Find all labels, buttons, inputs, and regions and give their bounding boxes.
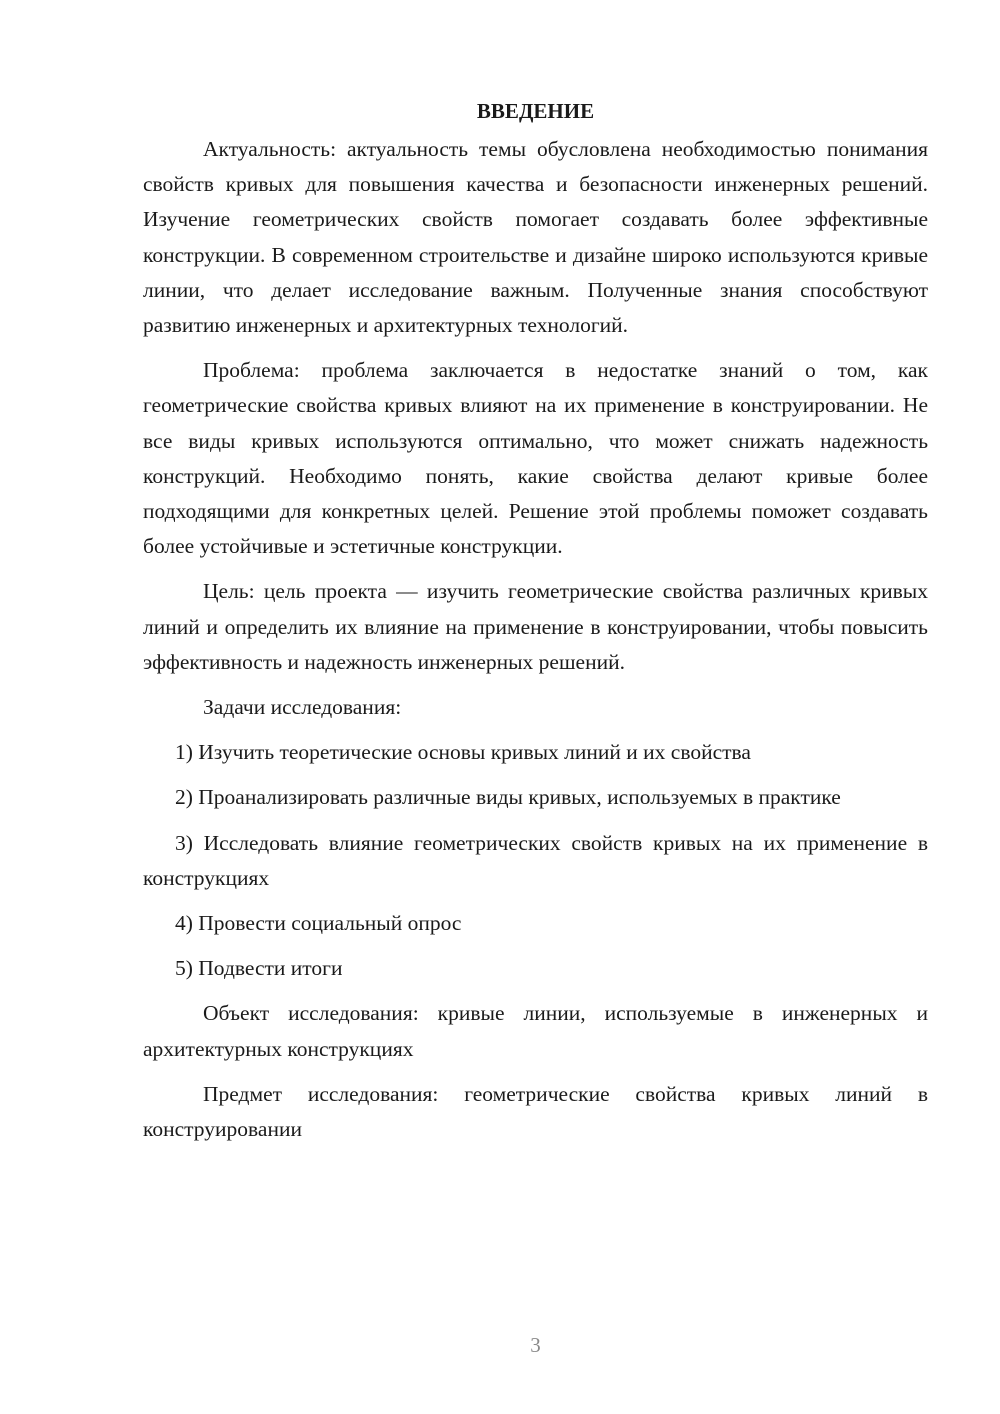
paragraph-object: Объект исследования: кривые линии, используемые в инженерных и архитектурных конструкциях [143, 1001, 928, 1061]
task-item-1: 1) Изучить теоретические основы кривых линий и их свойства [175, 740, 751, 765]
task-item-2: 2) Проанализировать различные виды кривых, используемых в практике [175, 785, 841, 810]
task-item-5: 5) Подвести итоги [175, 956, 343, 981]
page-title: ВВЕДЕНИЕ [476, 99, 595, 123]
task-item-3: 3) Исследовать влияние геометрических свойств кривых на их применение в конструкциях [143, 830, 928, 890]
paragraph-relevance: Актуальность: актуальность темы обусловлена необходимостью понимания свойств кривых для повышения качества и безопасности инженерных решений. Изучение геометрических свойств помогает создавать более эффективные конструкции. В современном строительстве и дизайне широко используются кривые линии, что делает исследование важным. Полученные знания способствуют развитию инженерных и архитектурных технологий. [143, 137, 928, 338]
paragraph-goal: Цель: цель проекта — изучить геометрические свойства различных кривых линий и определить их влияние на применение в конструировании, чтобы повысить эффективность и надежность инженерных решений. [143, 579, 928, 674]
page-content [143, 90, 928, 1147]
task-item-4: 4) Провести социальный опрос [175, 911, 462, 936]
paragraph-problem: Проблема: проблема заключается в недостатке знаний о том, как геометрические свойства кривых влияют на их применение в конструировании. Не все виды кривых используются оптимально, что может снижать надежность конструкций. Необходимо понять, какие свойства делают кривые более подходящими для конкретных целей. Решение этой проблемы поможет создавать более устойчивые и эстетичные конструкции. [143, 358, 928, 559]
paragraph-tasks-heading: Задачи исследования: [203, 695, 402, 720]
page-number: 3 [530, 1333, 541, 1357]
paragraph-subject: Предмет исследования: геометрические свойства кривых линий в конструировании [143, 1081, 928, 1142]
